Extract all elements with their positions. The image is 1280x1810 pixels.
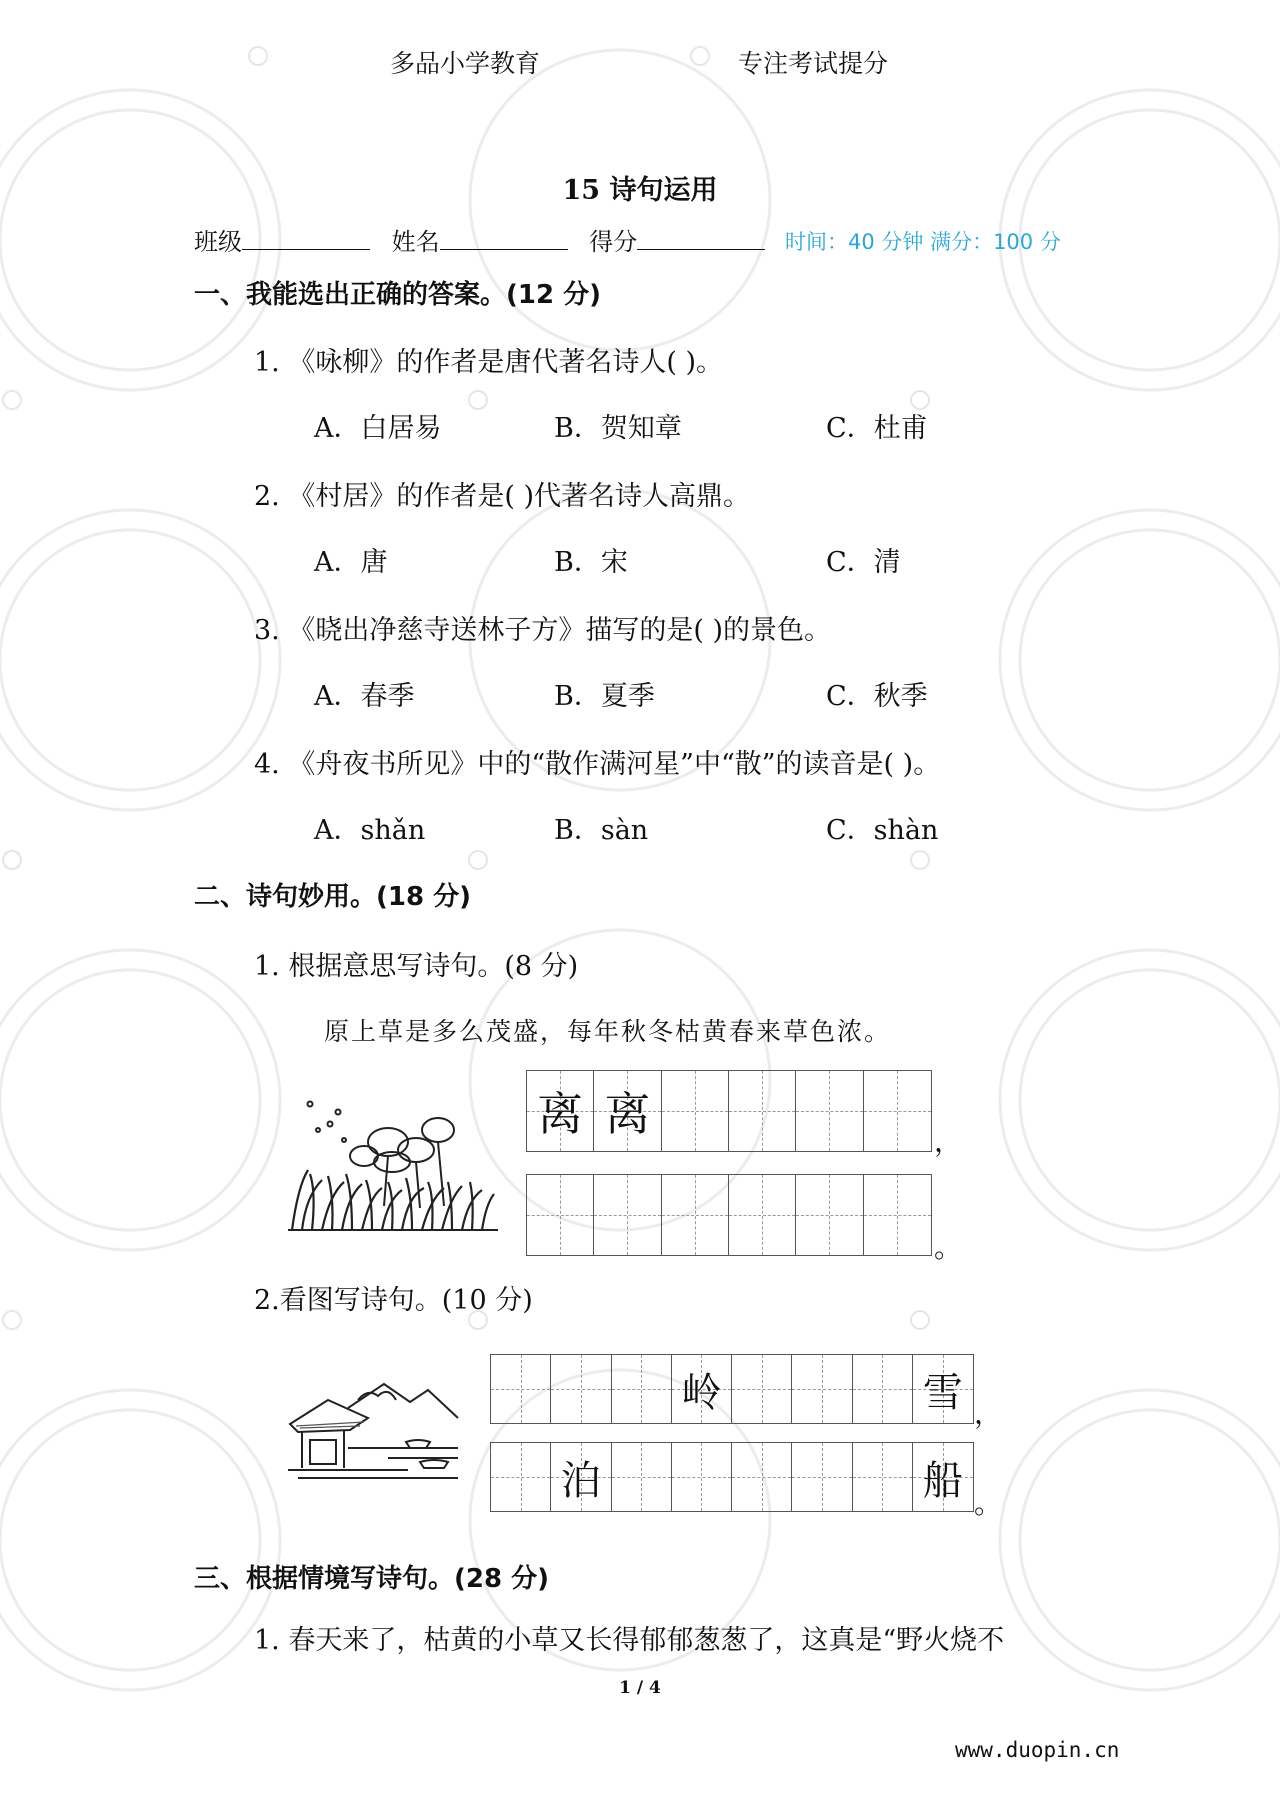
grid-cell[interactable]: 岭: [672, 1355, 732, 1423]
grid-cell[interactable]: [662, 1071, 729, 1151]
grid-cell[interactable]: 船: [913, 1443, 973, 1511]
s2-question-2: 2.看图写诗句。(10 分): [254, 1285, 533, 1316]
grid-cell[interactable]: [527, 1175, 594, 1255]
page-number: 1 / 4: [619, 1678, 661, 1698]
q4-option-c[interactable]: C．shàn: [826, 815, 939, 846]
name-blank[interactable]: [440, 227, 568, 250]
grid-cell[interactable]: [853, 1443, 913, 1511]
q2-option-b[interactable]: B．宋: [554, 547, 628, 578]
grid-cell[interactable]: 离: [527, 1071, 594, 1151]
question-3: 3. 《晓出净慈寺送林子方》描写的是( )的景色。: [254, 615, 831, 646]
grid-cell[interactable]: [792, 1443, 852, 1511]
q1-option-b[interactable]: B．贺知章: [554, 413, 682, 444]
question-1: 1. 《咏柳》的作者是唐代著名诗人( )。: [254, 347, 723, 378]
section2-heading: 二、诗句妙用。(18 分): [194, 882, 471, 912]
section1-heading: 一、我能选出正确的答案。(12 分): [194, 280, 601, 310]
grass-illustration: [288, 1096, 498, 1232]
footer-url: www.duopin.cn: [955, 1738, 1120, 1762]
grid-cell[interactable]: [732, 1443, 792, 1511]
row1-comma: ，: [934, 1125, 963, 1158]
grid-cell[interactable]: [729, 1175, 796, 1255]
s2-question-1: 1. 根据意思写诗句。(8 分): [254, 951, 579, 982]
q2-row1-comma: ，: [974, 1397, 1003, 1430]
q1-option-a[interactable]: A．白居易: [314, 413, 442, 444]
q3-option-a[interactable]: A．春季: [314, 681, 415, 712]
pavilion-illustration: [288, 1378, 466, 1480]
grid-cell[interactable]: [612, 1443, 672, 1511]
score-blank[interactable]: [637, 227, 765, 250]
grid-cell[interactable]: [732, 1355, 792, 1423]
grid-cell[interactable]: [672, 1443, 732, 1511]
grid-cell[interactable]: 离: [594, 1071, 661, 1151]
grid-cell[interactable]: [491, 1443, 551, 1511]
grid-cell[interactable]: [796, 1175, 863, 1255]
grid-cell[interactable]: [491, 1355, 551, 1423]
question-4: 4. 《舟夜书所见》中的“散作满河星”中“散”的读音是( )。: [254, 749, 941, 780]
grid-cell[interactable]: [853, 1355, 913, 1423]
grid-cell[interactable]: [551, 1355, 611, 1423]
time-info: 时间：40 分钟 满分：100 分: [785, 230, 1061, 254]
q2-option-a[interactable]: A．唐: [314, 547, 388, 578]
meaning-text: 原上草是多么茂盛，每年秋冬枯黄春来草色浓。: [324, 1017, 892, 1046]
s2q2-grid-row-2: [490, 1442, 974, 1512]
grid-cell[interactable]: 雪: [913, 1355, 973, 1423]
q4-option-a[interactable]: A．shǎn: [314, 815, 426, 846]
s2q2-grid-row-1: [490, 1354, 974, 1424]
q3-option-b[interactable]: B．夏季: [554, 681, 655, 712]
grid-cell[interactable]: [796, 1071, 863, 1151]
class-blank[interactable]: [242, 227, 370, 250]
grid-cell[interactable]: [864, 1071, 931, 1151]
name-label: 姓名: [391, 228, 440, 256]
student-info-row: [194, 222, 779, 257]
grid-cell[interactable]: [864, 1175, 931, 1255]
grid-cell[interactable]: [594, 1175, 661, 1255]
grid-cell[interactable]: 泊: [551, 1443, 611, 1511]
s2q1-grid-row-1: [526, 1070, 932, 1152]
page-title: 15 诗句运用: [562, 175, 718, 206]
header-right: 专注考试提分: [738, 49, 889, 78]
class-label: 班级: [194, 228, 242, 256]
header-left: 多品小学教育: [390, 49, 541, 78]
grid-cell[interactable]: [729, 1071, 796, 1151]
q4-option-b[interactable]: B．sàn: [554, 815, 649, 846]
question-2: 2. 《村居》的作者是( )代著名诗人高鼎。: [254, 481, 750, 512]
q3-option-c[interactable]: C．秋季: [826, 681, 928, 712]
section3-heading: 三、根据情境写诗句。(28 分): [194, 1564, 549, 1594]
grid-cell[interactable]: [662, 1175, 729, 1255]
s2q1-grid-row-2: [526, 1174, 932, 1256]
grid-cell[interactable]: [612, 1355, 672, 1423]
score-label: 得分: [589, 228, 638, 256]
row2-period: 。: [934, 1231, 963, 1264]
grid-cell[interactable]: [792, 1355, 852, 1423]
q2-option-c[interactable]: C．清: [826, 547, 901, 578]
q1-option-c[interactable]: C．杜甫: [826, 413, 928, 444]
s3-question-1: 1. 春天来了，枯黄的小草又长得郁郁葱葱了，这真是“野火烧不: [254, 1625, 1005, 1656]
q2-row2-period: 。: [974, 1487, 1003, 1520]
